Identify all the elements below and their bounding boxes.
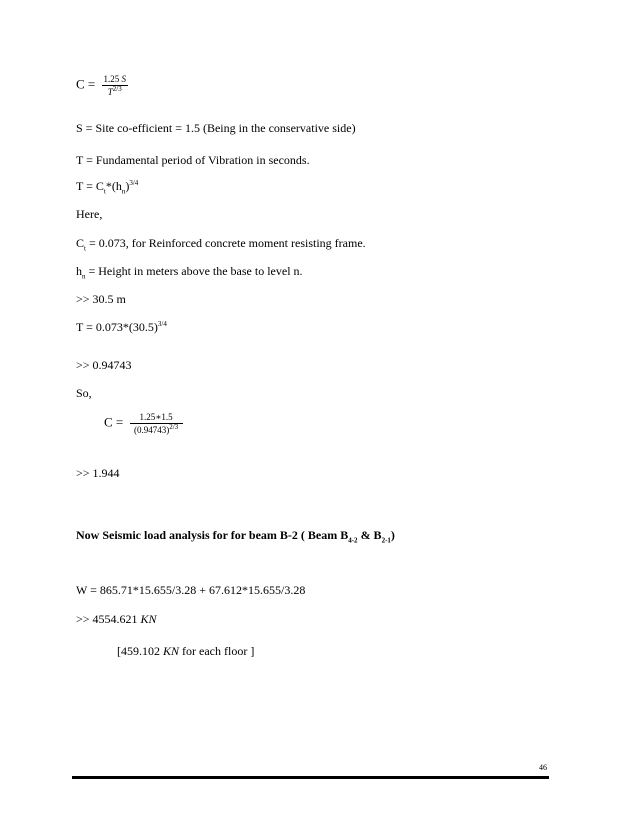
hn-post: = Height in meters above the base to level n. — [85, 264, 303, 278]
heading-sub1: 4-2 — [348, 536, 358, 545]
formula-c-lhs: C = — [76, 76, 96, 92]
hn-sub: n — [82, 272, 86, 281]
formula-c2-denominator: (0.94743) — [133, 425, 170, 435]
ct-pre: C — [76, 236, 85, 250]
period-formula-sub2: n — [121, 187, 126, 196]
formula-c-evaluated — [104, 412, 183, 435]
per-floor-post: for each floor ] — [179, 644, 255, 658]
c-value-line: >> 1.944 — [76, 466, 120, 480]
ct-sub: t — [84, 244, 86, 253]
period-formula-pre: T = C — [76, 179, 104, 193]
formula-c2-numerator: 1.25∗1.5 — [130, 412, 183, 424]
per-floor-unit: KN — [163, 644, 180, 658]
heading-pre: Now Seismic load analysis for for beam B-2 ( Beam B — [76, 528, 349, 542]
ct-line — [76, 236, 366, 253]
period-formula-mid: *(h — [105, 179, 122, 193]
page-number: 46 — [539, 763, 547, 772]
hn-line — [76, 264, 303, 281]
here-line: Here, — [76, 207, 103, 221]
weight-value: >> 4554.621 — [76, 612, 141, 626]
period-formula-sub: t — [103, 187, 106, 196]
formula-c2-fraction — [130, 412, 183, 435]
period-calc-exp: 3/4 — [157, 320, 167, 328]
footer-rule — [72, 776, 549, 779]
so-line: So, — [76, 386, 92, 400]
weight-value-line — [76, 612, 157, 626]
period-value-line: >> 0.94743 — [76, 358, 132, 372]
period-formula-post: ) — [125, 179, 130, 193]
formula-c-numerator-var: S — [121, 74, 127, 84]
period-formula-exp: 3/4 — [129, 179, 139, 187]
formula-c-denominator-var: T — [107, 87, 113, 97]
formula-c2-lhs: C = — [104, 414, 124, 430]
heading-sub2: 2-1 — [381, 536, 391, 545]
formula-c2-denominator-exp: 2/3 — [169, 423, 179, 431]
fundamental-period-line: T = Fundamental period of Vibration in seconds. — [76, 153, 310, 167]
heading-post: ) — [390, 528, 395, 542]
per-floor-line — [117, 644, 254, 658]
heading-mid: & B — [357, 528, 382, 542]
formula-c — [76, 74, 128, 97]
hn-pre: h — [76, 264, 82, 278]
period-calc-line — [76, 320, 167, 334]
period-formula-line — [76, 179, 139, 196]
formula-c-denominator-exp: 2/3 — [112, 85, 122, 93]
section-heading — [76, 528, 395, 545]
weight-calc-line: W = 865.71*15.655/3.28 + 67.612*15.655/3.28 — [76, 583, 306, 597]
weight-unit: KN — [140, 612, 157, 626]
hn-value-line: >> 30.5 m — [76, 292, 126, 306]
ct-post: = 0.073, for Reinforced concrete moment resisting frame. — [85, 236, 366, 250]
per-floor-value: [459.102 — [117, 644, 163, 658]
site-coefficient-line: S = Site co-efficient = 1.5 (Being in the conservative side) — [76, 121, 356, 135]
formula-c-fraction — [102, 74, 129, 97]
formula-c-numerator: 1.25 — [103, 74, 120, 84]
period-calc-pre: T = 0.073*(30.5) — [76, 320, 158, 334]
